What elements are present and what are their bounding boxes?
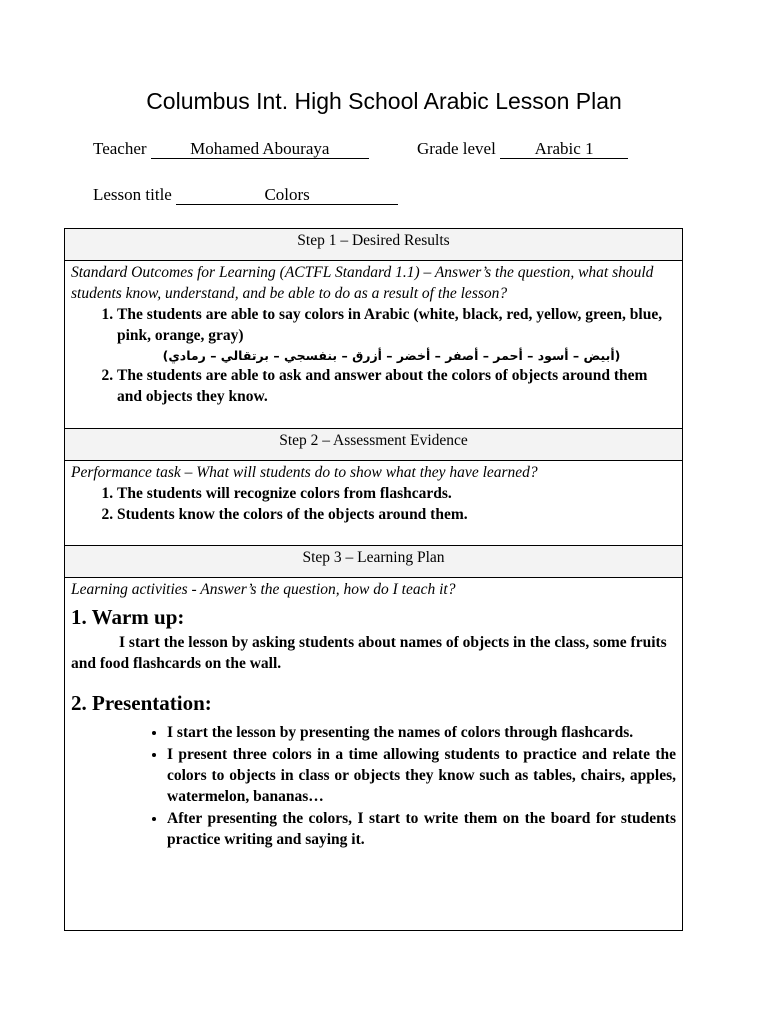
step2-heading: Step 2 – Assessment Evidence bbox=[65, 428, 682, 461]
list-item: • I present three colors in a time allowing students to practice and relate the colors to objects in class or objects they know such as tables, chairs, apples, watermelon, bananas… bbox=[167, 744, 676, 807]
list-item: • I start the lesson by presenting the names of colors through flashcards. bbox=[167, 722, 676, 743]
step3-intro: Learning activities - Answer’s the question, how do I teach it? bbox=[71, 581, 456, 598]
grade-label: Grade level bbox=[417, 139, 496, 158]
list-item: 2. The students are able to ask and answer about the colors of objects around them and objects they know. bbox=[117, 365, 676, 407]
step2-section bbox=[65, 462, 682, 544]
list-item: • After presenting the colors, I start to write them on the board for students practice writing and saying it. bbox=[167, 808, 676, 850]
list-item: 1. The students will recognize colors from flashcards. bbox=[117, 483, 676, 504]
step3-section bbox=[65, 579, 682, 930]
lesson-value: Colors bbox=[176, 186, 398, 205]
presentation-title: 2. Presentation: bbox=[71, 691, 212, 715]
warmup-text: I start the lesson by asking students about names of objects in the class, some fruits and food flashcards on the wall. bbox=[71, 634, 667, 672]
lesson-row bbox=[93, 185, 398, 205]
lesson-plan-table bbox=[64, 228, 683, 931]
step2-list bbox=[71, 483, 676, 525]
list-item: 1. The students are able to say colors in Arabic (white, black, red, yellow, green, blue, pink, orange, gray) (أبيض – أسود – أحمر – أصفر – أخضر – أزرق – بنفسجي – برتقالي – رمادي) bbox=[117, 304, 676, 365]
page-title: Columbus Int. High School Arabic Lesson Plan bbox=[146, 88, 622, 114]
step2-intro: Performance task – What will students do to show what they have learned? bbox=[71, 464, 538, 481]
presentation-list bbox=[71, 722, 676, 850]
warmup-title: 1. Warm up: bbox=[71, 605, 185, 629]
grade-row bbox=[417, 139, 628, 159]
teacher-value: Mohamed Abouraya bbox=[151, 140, 369, 159]
grade-value: Arabic 1 bbox=[500, 140, 628, 159]
list-item: 2. Students know the colors of the objects around them. bbox=[117, 504, 676, 525]
step1-heading: Step 1 – Desired Results bbox=[65, 229, 682, 261]
step1-intro: Standard Outcomes for Learning (ACTFL Standard 1.1) – Answer’s the question, what should students know, understand, and be able to do as a result of the lesson? bbox=[71, 264, 654, 302]
step1-section bbox=[65, 262, 682, 428]
step3-heading: Step 3 – Learning Plan bbox=[65, 545, 682, 578]
teacher-label: Teacher bbox=[93, 139, 147, 158]
lesson-label: Lesson title bbox=[93, 185, 172, 204]
teacher-row bbox=[93, 139, 369, 159]
step1-list bbox=[71, 304, 676, 407]
arabic-colors: (أبيض – أسود – أحمر – أصفر – أخضر – أزرق – بنفسجي – برتقالي – رمادي) bbox=[162, 348, 621, 363]
